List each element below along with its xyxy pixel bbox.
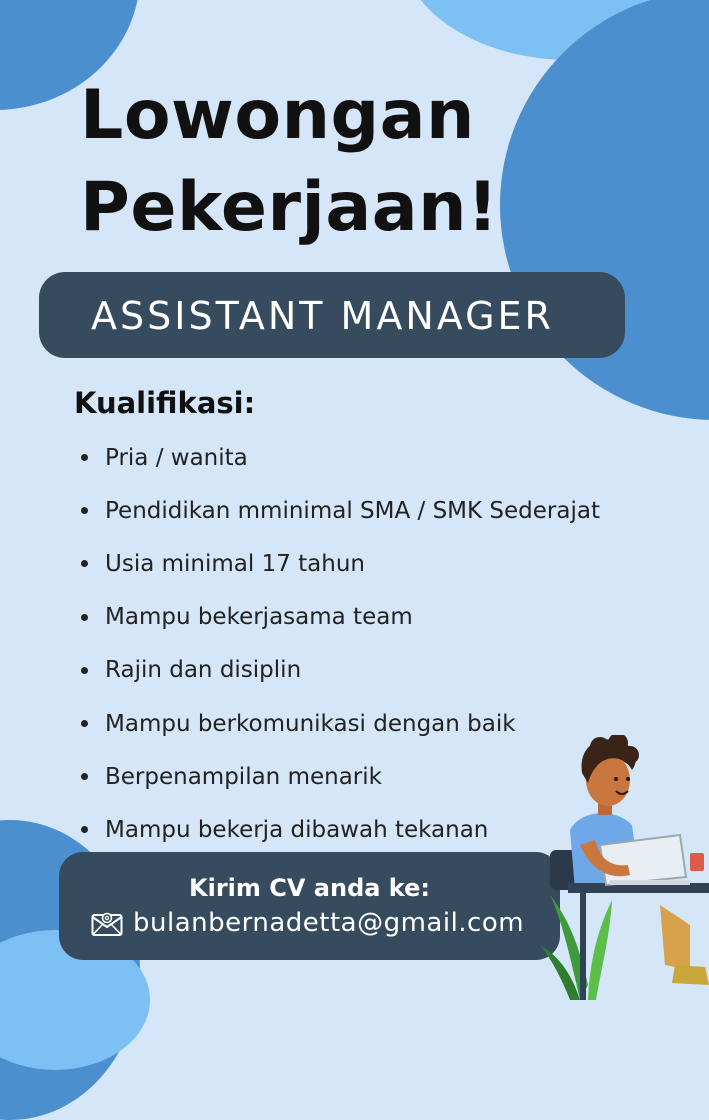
bullet-icon bbox=[81, 720, 88, 727]
bullet-icon bbox=[81, 614, 88, 621]
bullet-icon bbox=[81, 667, 88, 674]
title-line-1: Lowongan bbox=[80, 76, 475, 155]
qualification-text: Pria / wanita bbox=[105, 444, 248, 471]
qualification-text: Berpenampilan menarik bbox=[105, 763, 382, 790]
contact-email-row[interactable] bbox=[91, 908, 524, 938]
bullet-icon bbox=[81, 560, 88, 567]
bullet-icon bbox=[81, 454, 88, 461]
job-position-title: ASSISTANT MANAGER bbox=[91, 294, 554, 338]
list-item bbox=[76, 591, 600, 644]
list-item bbox=[76, 484, 600, 537]
qualification-text: Mampu bekerjasama team bbox=[105, 604, 413, 631]
poster-title bbox=[80, 70, 499, 254]
job-position-banner bbox=[39, 272, 625, 358]
qualification-text: Usia minimal 17 tahun bbox=[105, 550, 365, 577]
bullet-icon bbox=[81, 773, 88, 780]
bullet-icon bbox=[81, 826, 88, 833]
contact-email[interactable]: bulanbernadetta@gmail.com bbox=[133, 908, 525, 938]
list-item bbox=[76, 431, 600, 484]
contact-box bbox=[59, 852, 560, 960]
qualification-text: Mampu bekerja dibawah tekanan bbox=[105, 816, 489, 843]
mail-icon bbox=[91, 909, 123, 937]
qualification-text: Pendidikan mminimal SMA / SMK Sederajat bbox=[105, 497, 600, 524]
list-item bbox=[76, 803, 600, 856]
contact-label: Kirim CV anda ke: bbox=[189, 874, 430, 902]
qualifications-list bbox=[76, 431, 600, 857]
qualifications-heading: Kualifikasi: bbox=[74, 386, 256, 420]
bullet-icon bbox=[81, 507, 88, 514]
list-item bbox=[76, 697, 600, 750]
qualification-text: Mampu berkomunikasi dengan baik bbox=[105, 710, 516, 737]
list-item bbox=[76, 750, 600, 803]
list-item bbox=[76, 537, 600, 590]
qualification-text: Rajin dan disiplin bbox=[105, 657, 302, 684]
title-line-2: Pekerjaan! bbox=[80, 168, 499, 247]
person-laptop-illustration bbox=[540, 735, 709, 1000]
list-item bbox=[76, 644, 600, 697]
